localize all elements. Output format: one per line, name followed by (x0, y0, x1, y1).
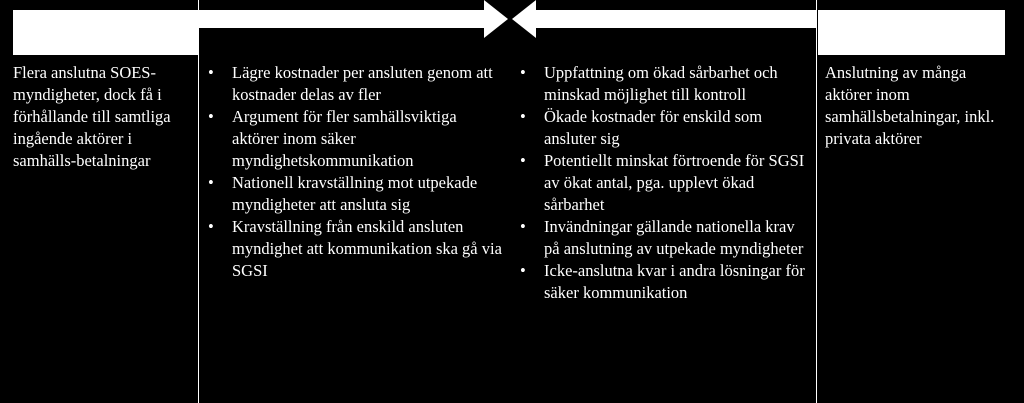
list-item: • Potentiellt minskat förtroende för SGSI av ökat antal, pga. upplevt ökad sårbarhet (520, 151, 805, 214)
list-item: • Argument för fler samhällsviktiga aktörer inom säker myndighetskommunikation (208, 107, 457, 170)
list-item: • Icke-anslutna kvar i andra lösningar för säker kommunikation (520, 261, 805, 302)
driving-forces-bar (199, 10, 486, 28)
current-state-header-box (13, 10, 198, 55)
desired-state-text: Anslutning av många aktörer inom samhällsbetalningar, inkl. privata aktörer (825, 63, 995, 148)
list-item: • Nationell kravställning mot utpekade myndigheter att ansluta sig (208, 173, 478, 214)
driving-arrowhead (484, 0, 508, 38)
opposing-arrows-icon (484, 0, 536, 40)
restraining-forces-list (516, 62, 812, 304)
list-item: • Ökade kostnader för enskild som ansluter sig (520, 107, 763, 148)
desired-state-column (816, 0, 1024, 403)
restraining-arrowhead (512, 0, 536, 38)
bullet-icon: • (520, 63, 526, 82)
current-state-column (0, 0, 199, 403)
bullet-icon: • (208, 217, 214, 236)
list-item: • Invändningar gällande nationella krav på anslutning av utpekade myndigheter (520, 217, 804, 258)
list-item: • Kravställning från enskild ansluten myndighet att kommunikation ska gå via SGSI (208, 217, 502, 280)
bullet-icon: • (208, 63, 214, 82)
driving-forces-list (204, 62, 504, 282)
bullet-icon: • (208, 107, 214, 126)
current-state-text: Flera anslutna SOES-myndigheter, dock få i förhållande till samtliga ingående aktörer i samhälls-betalningar (13, 63, 171, 170)
restraining-forces-bar (532, 10, 816, 28)
bullet-icon: • (520, 107, 526, 126)
bullet-icon: • (520, 217, 526, 236)
bullet-icon: • (520, 151, 526, 170)
bullet-icon: • (520, 261, 526, 280)
desired-state-header-box (818, 10, 1005, 55)
list-item: • Lägre kostnader per ansluten genom att kostnader delas av fler (208, 63, 493, 104)
list-item: • Uppfattning om ökad sårbarhet och minskad möjlighet till kontroll (520, 63, 778, 104)
bullet-icon: • (208, 173, 214, 192)
